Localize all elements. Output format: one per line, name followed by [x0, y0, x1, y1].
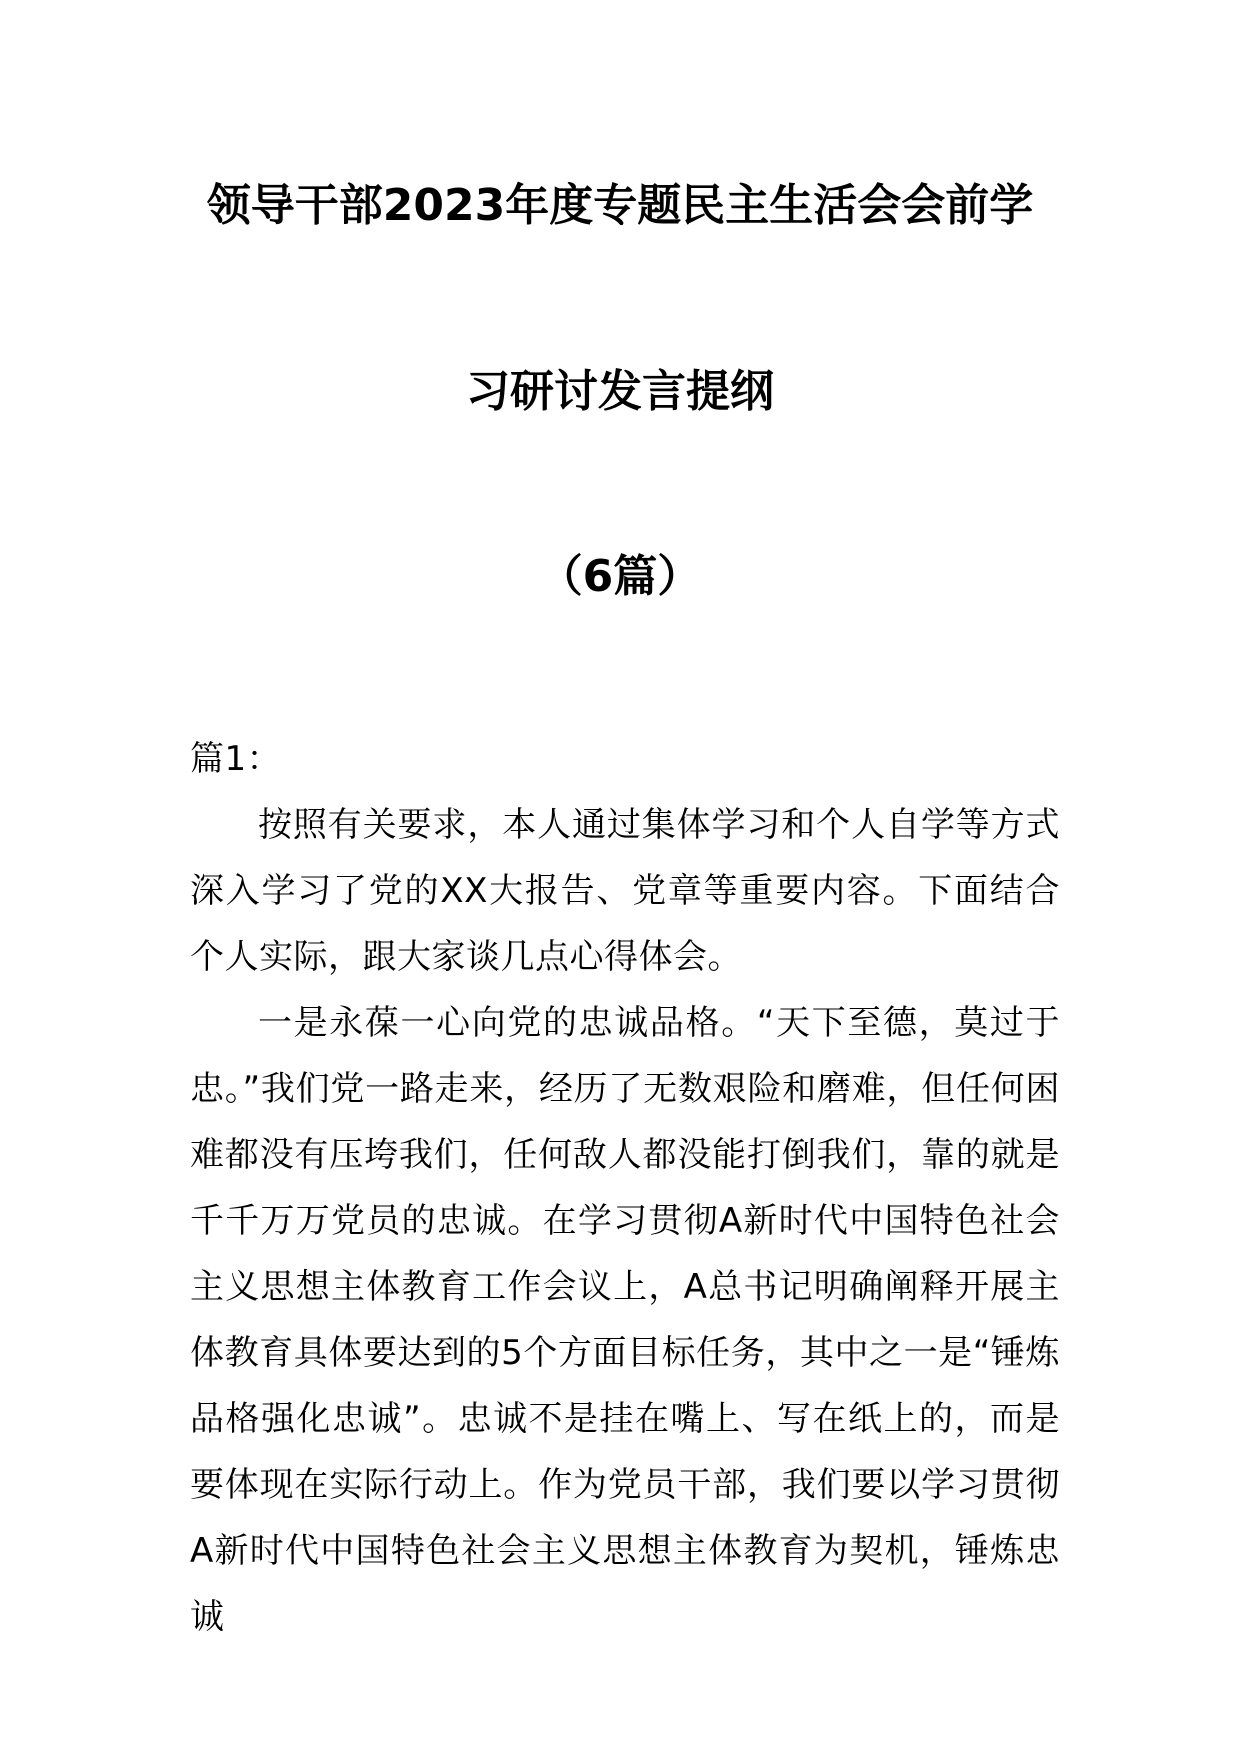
document-title-count: （6篇） [538, 551, 702, 602]
section-heading: 篇1： [190, 739, 282, 779]
document-title-line-2: 习研讨发言提纲 [466, 366, 774, 417]
paragraph-2 [190, 990, 1060, 1650]
paragraph-1-text: 按照有关要求，本人通过集体学习和个人自学等方式深入学习了党的XX大报告、党章等重要内容。下面结合个人实际，跟大家谈几点心得体会。 [190, 805, 1060, 977]
document-title-line-1: 领导干部2023年度专题民主生活会会前学 [206, 180, 1034, 231]
paragraph-1 [190, 792, 1060, 990]
paragraph-2-text: 一是永葆一心向党的忠诚品格。“天下至德，莫过于忠。”我们党一路走来，经历了无数艰险和磨难，但任何困难都没有压垮我们，任何敌人都没能打倒我们，靠的就是千千万万党员的忠诚。在学习贯彻A新时代中国特色社会主义思想主体教育工作会议上，A总书记明确阐释开展主体教育具体要达到的5个方面目标任务，其中之一是“锤炼品格强化忠诚”。忠诚不是挂在嘴上、写在纸上的，而是要体现在实际行动上。作为党员干部，我们要以学习贯彻A新时代中国特色社会主义思想主体教育为契机，锤炼忠诚 [190, 1003, 1060, 1637]
